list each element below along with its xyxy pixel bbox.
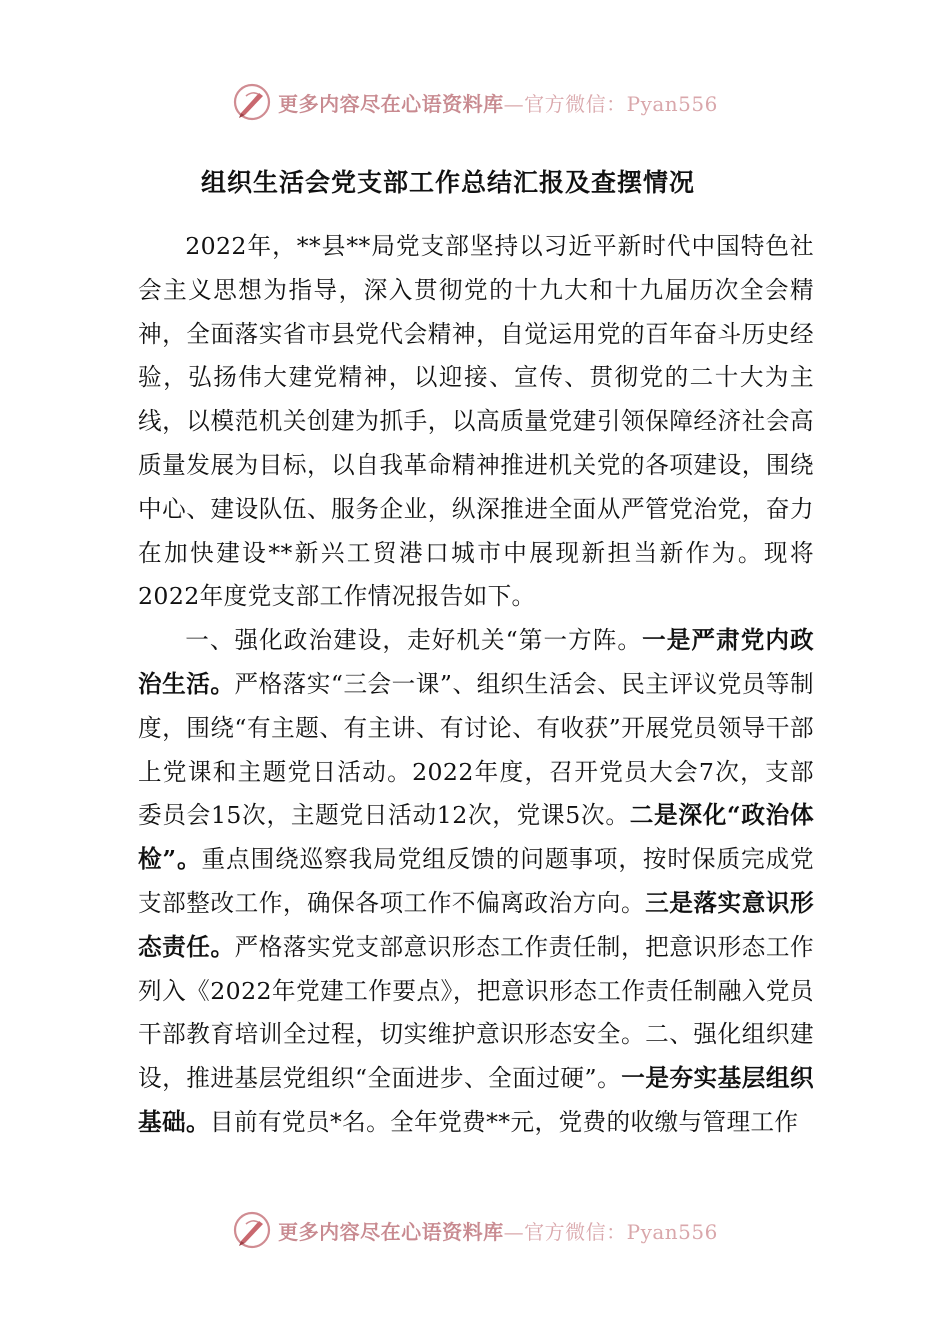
bold-heading-2: 二是深化“政治体检”。 bbox=[138, 801, 814, 874]
document-title: 组织生活会党支部工作总结汇报及查摆情况 bbox=[200, 168, 695, 197]
bold-heading-4: 一是夯实基层组织基础。 bbox=[138, 1064, 814, 1136]
watermark-text bbox=[278, 1216, 718, 1245]
text-segment: 一、强化政治建设，走好机关“第一方阵。 bbox=[185, 626, 643, 655]
document-body bbox=[138, 225, 814, 1145]
paragraph-intro bbox=[138, 225, 814, 619]
text-segment: 严格落实“三会一课”、组织生活会、民主评议党员等制度，围绕“有主题、有主讲、有讨论、有收获”开展党员领导干部上党课和主题党日活动。2022年度，召开党员大会7次，支部委员会15次，主题党日活动12次，党课5次。 bbox=[138, 669, 814, 830]
watermark-text bbox=[278, 88, 718, 117]
paragraph-political-construction bbox=[138, 619, 814, 1145]
pen-logo-icon bbox=[232, 1210, 272, 1250]
watermark-brand: 更多内容尽在心语资料库 bbox=[278, 1219, 504, 1244]
watermark-wechat-label: —官方微信： bbox=[503, 1219, 627, 1244]
header-watermark-banner bbox=[0, 80, 950, 124]
bold-heading-1: 一是严肃党内政治生活。 bbox=[138, 626, 814, 698]
watermark-wechat-id: Pyan556 bbox=[626, 1219, 718, 1244]
text-segment: 严格落实党支部意识形态工作责任制，把意识形态工作列入《2022年党建工作要点》，把意识形态工作责任制融入党员干部教育培训全过程，切实维护意识形态安全。二、强化组织建设，推进基层党组织“全面进步、全面过硬”。 bbox=[138, 932, 814, 1093]
bold-heading-3: 三是落实意识形态责任。 bbox=[138, 888, 814, 961]
text-segment: 2022年，**县**局党支部坚持以习近平新时代中国特色社会主义思想为指导，深入贯彻党的十九大和十九届历次全会精神，全面落实省市县党代会精神，自觉运用党的百年奋斗历史经验，弘扬伟大建党精神，以迎接、宣传、贯彻党的二十大为主线，以模范机关创建为抓手，以高质量党建引领保障经济社会高质量发展为目标，以自我革命精神推进机关党的各项建设，围绕中心、建设队伍、服务企业，纵深推进全面从严管党治党，奋力在加快建设**新兴工贸港口城市中展现新担当新作为。现将2022年度党支部工作情况报告如下。 bbox=[138, 232, 814, 611]
text-segment: 目前有党员*名。全年党费**元，党费的收缴与管理工作 bbox=[209, 1107, 799, 1136]
text-segment: 重点围绕巡察我局党组反馈的问题事项，按时保质完成党支部整改工作，确保各项工作不偏离政治方向。 bbox=[138, 845, 814, 917]
watermark-wechat-label: —官方微信： bbox=[503, 91, 627, 116]
pen-logo-icon bbox=[232, 82, 272, 122]
footer-watermark-banner bbox=[0, 1208, 950, 1252]
watermark-wechat-id: Pyan556 bbox=[626, 91, 718, 116]
watermark-brand: 更多内容尽在心语资料库 bbox=[278, 91, 504, 116]
